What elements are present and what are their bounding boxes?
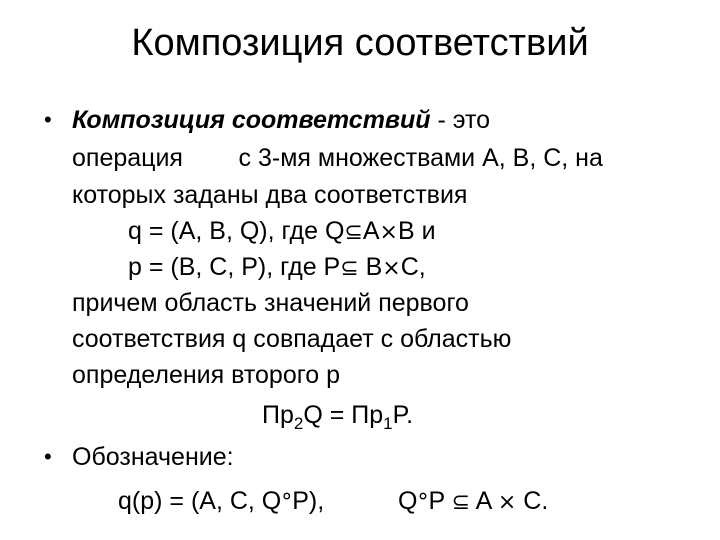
composition-symbol: °: [417, 490, 429, 515]
definition-line-7: соответствия q совпадает с областью: [72, 325, 512, 353]
bullet-marker: •: [44, 107, 52, 132]
composition-symbol: °: [281, 490, 293, 515]
times-symbol: ×: [497, 490, 517, 515]
correspondence-q-end: B и: [397, 217, 436, 245]
projection-middle: Q = Пр: [303, 401, 384, 429]
definition-line-6: причем область значений первого: [72, 289, 469, 317]
slide-title: Композиция соответствий: [131, 22, 589, 64]
set-a: A: [362, 217, 380, 245]
set-b: B: [358, 253, 383, 281]
definition-line-3: которых заданы два соответствия: [72, 181, 468, 209]
definition-line-2: операция с 3-мя множествами A, B, C, на: [72, 144, 603, 172]
correspondence-q: [128, 214, 436, 250]
composition-formula-end: P),: [292, 487, 325, 515]
times-symbol: ×: [382, 256, 401, 281]
definition-line-8: определения второго p: [72, 361, 341, 389]
projection-formula: [262, 398, 413, 432]
subset-symbol: ⊆: [451, 490, 471, 515]
set-c: C.: [516, 487, 549, 515]
definition-term: Композиция соответствий: [72, 106, 431, 134]
correspondence-p-text: p = (B, C, P), где P: [128, 253, 341, 281]
subset-symbol: ⊆: [340, 256, 359, 281]
composition-formula: [118, 484, 324, 520]
times-symbol: ×: [379, 220, 398, 245]
projection-end: P.: [392, 401, 414, 429]
notation-label: Обозначение:: [72, 443, 234, 471]
set-p: P: [428, 487, 445, 515]
correspondence-p: [128, 250, 426, 286]
set-a: A: [470, 487, 498, 515]
projection-index-1: 1: [383, 414, 393, 433]
composition-formula-text: q(p) = (A, C, Q: [118, 487, 282, 515]
projection-index-2: 2: [293, 414, 304, 433]
set-q: Q: [398, 487, 418, 515]
definition-line-1: [72, 103, 490, 137]
subset-symbol: ⊆: [344, 220, 363, 245]
projection-pr: Пр: [262, 401, 294, 429]
correspondence-p-end: C,: [400, 253, 426, 281]
definition-line-1-rest: - это: [430, 106, 491, 134]
correspondence-q-text: q = (A, B, Q), где Q: [128, 217, 345, 245]
bullet-marker: •: [44, 444, 52, 469]
composition-subset-formula: [398, 484, 548, 520]
